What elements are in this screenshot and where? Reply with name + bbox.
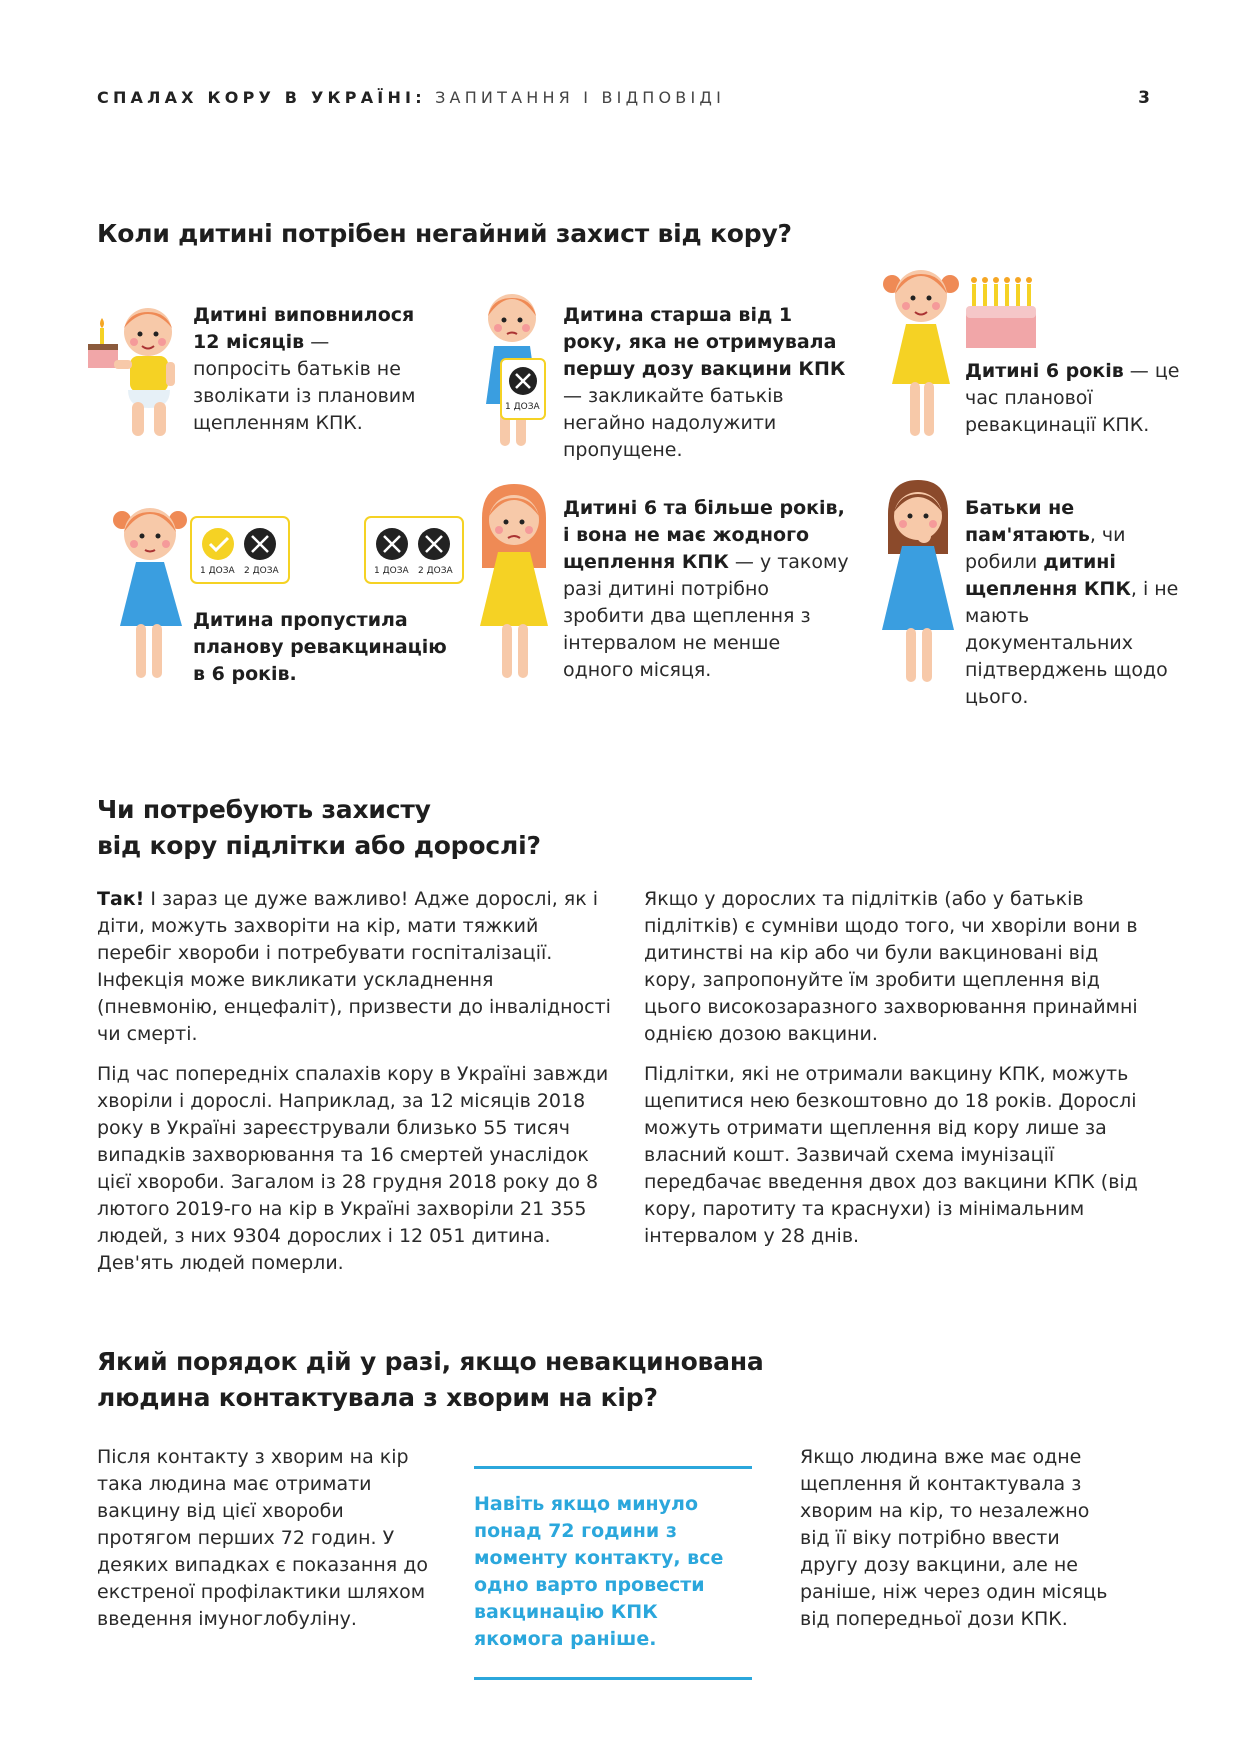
dose1-label-none: 1 ДОЗА xyxy=(374,566,409,576)
section2-heading: Чи потребують захисту від кору підлітки або дорослі? xyxy=(97,795,541,860)
sad-girl-illustration xyxy=(468,482,558,682)
section3-left-column: Після контакту з хворим на кір така людина має отримати вакцину від цієї хвороби протягом перших 72 годин. У деяких випадках є показання до екстреної профілактики шляхом введення імуноглобуліну. xyxy=(97,1446,428,1630)
page-header: СПАЛАХ КОРУ В УКРАЇНІ: ЗАПИТАННЯ І ВІДПОВІДІ xyxy=(97,88,726,107)
callout-box xyxy=(474,1466,752,1680)
dose1-label: 1 ДОЗА xyxy=(200,566,235,576)
page-number: 3 xyxy=(1138,88,1150,108)
section2-left-p2: Під час попередніх спалахів кору в Україні завжди хворіли і дорослі. Наприклад, за 12 місяців 2018 року в Україні зареєстрували близько 55 тисяч випадків захворювання та 16 смертей унаслідок цієї хвороби. Загалом із 28 грудня 2018 року до 8 лютого 2019-го на кір в Україні захворіли 21 355 людей, з них 9304 дорослих і 12 051 дитина. Дев'ять людей померли. xyxy=(97,1063,609,1274)
section2-left-column xyxy=(97,886,617,1290)
section2-right-column xyxy=(644,886,1144,1263)
section2-left-p1: Так! І зараз це дуже важливо! Адже дорослі, як і діти, можуть захворіти на кір, мати тяжкий перебіг хвороби і потребувати госпіталізації. Інфекція може викликати ускладнення (пневмонію, енцефаліт), призвести до інвалідності чи смерті. xyxy=(97,888,611,1045)
thinking-girl-illustration xyxy=(872,476,962,686)
dose-sign-label: 1 ДОЗА xyxy=(505,402,540,412)
case3-text: Дитині 6 років — це час планової ревакцинації КПК. xyxy=(965,360,1180,436)
case6-text: Батьки не пам'ятають, чи робили дитині щеплення КПК, і не мають документальних підтверджень щодо цього. xyxy=(965,497,1179,708)
section3-heading: Який порядок дій у разі, якщо невакцинована людина контактувала з хворим на кір? xyxy=(97,1347,764,1412)
case1-text: Дитині виповнилося 12 місяців — попросіть батьків не зволікати із плановим щепленням КПК. xyxy=(193,304,416,434)
header-title-light: ЗАПИТАННЯ І ВІДПОВІДІ xyxy=(425,88,726,107)
section2-right-p1: Якщо у дорослих та підлітків (або у батьків підлітків) є сумніви щодо того, чи хворіли вони в дитинстві на кір або чи були вакциновані від кору, запропонуйте їм зробити щеплення від цього високозаразного захворювання принаймні однією дозою вакцини. xyxy=(644,888,1138,1045)
case5-text: Дитині 6 та більше років, і вона не має жодного щеплення КПК — у такому разі дитині потрібно зробити два щеплення з інтервалом не менше одного місяця. xyxy=(563,497,849,681)
case4-text: Дитина пропустила планову ревакцинацію в 6 років. xyxy=(193,609,447,685)
case2-text: Дитина старша від 1 року, яка не отримувала першу дозу вакцини КПК — закликайте батьків негайно надолужити пропущене. xyxy=(563,304,846,461)
section1-heading: Коли дитині потрібен негайний захист від кору? xyxy=(97,219,792,248)
header-title-bold: СПАЛАХ КОРУ В УКРАЇНІ xyxy=(97,88,416,107)
girl-missed-revaccination-illustration xyxy=(112,502,192,682)
baby-with-cake-illustration xyxy=(84,298,194,438)
section2-right-p2: Підлітки, які не отримали вакцину КПК, можуть щепитися нею безкоштовно до 18 років. Дорослі можуть отримати щеплення від кору лише за власний кошт. Зазвичай схема імунізації передбачає введення двох доз вакцини КПК (від кору, паротиту та краснухи) із мінімальним інтервалом у 28 днів. xyxy=(644,1063,1138,1247)
callout-text: Навіть якщо минуло понад 72 години з моменту контакту, все одно варто провести вакцинацію КПК якомога раніше. xyxy=(474,1493,724,1650)
dose2-label-none: 2 ДОЗА xyxy=(418,566,453,576)
section3-right-column: Якщо людина вже має одне щеплення й контактувала з хворим на кір, то незалежно від її віку потрібно ввести другу дозу вакцини, але не раніше, ніж через один місяць від попередньої дози КПК. xyxy=(800,1446,1108,1630)
dose2-label: 2 ДОЗА xyxy=(244,566,279,576)
